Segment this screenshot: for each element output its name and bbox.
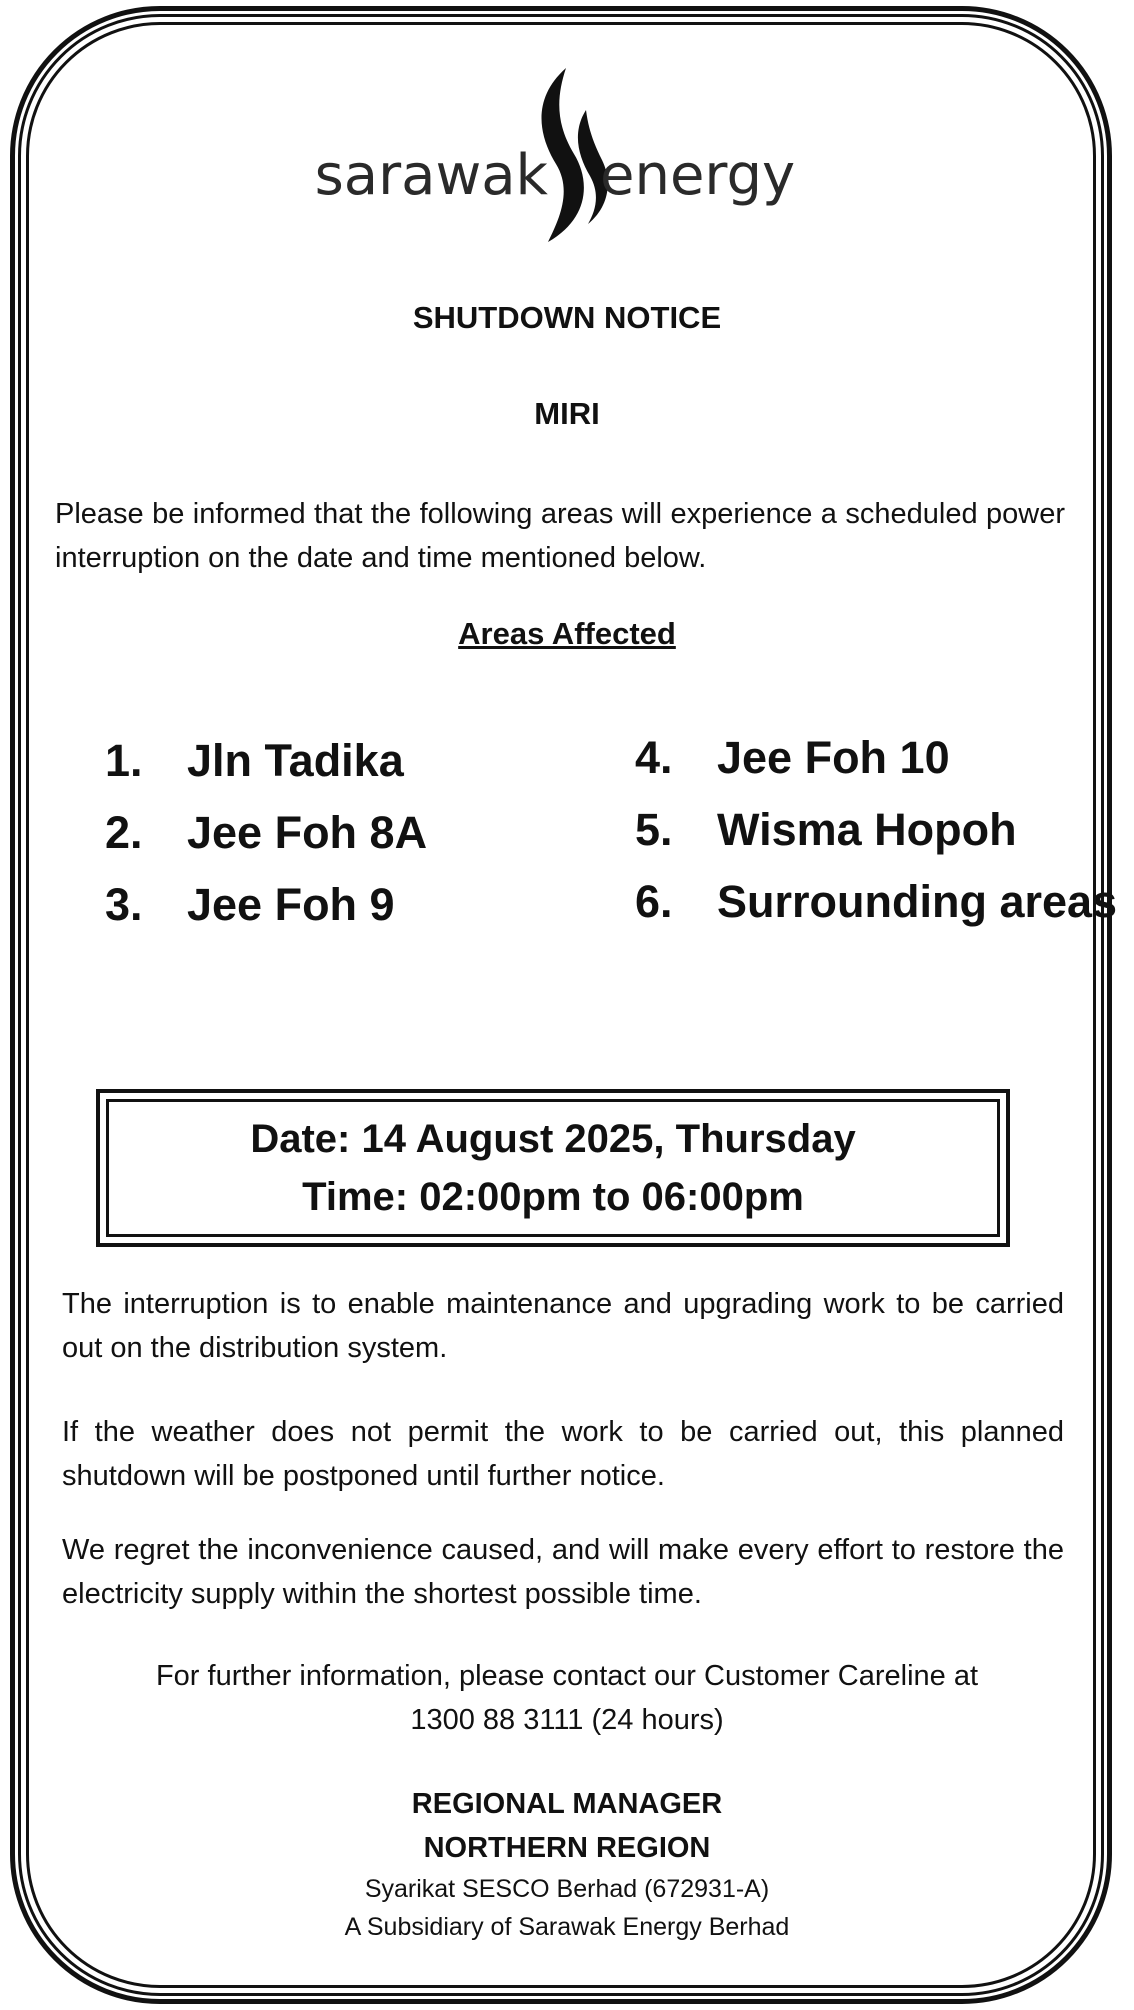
area-name: Jln Tadika <box>187 735 404 786</box>
areas-list-right <box>635 722 1117 938</box>
list-item <box>635 794 1117 866</box>
contact-line: For further information, please contact our Customer Careline at <box>155 1660 979 1692</box>
sarawak-energy-logo <box>0 60 1134 250</box>
list-item <box>105 869 427 941</box>
reason-paragraph: The interruption is to enable maintenance and upgrading work to be carried out on the distribution system. <box>62 1288 1064 1364</box>
area-number: 6. <box>635 876 673 927</box>
area-name: Jee Foh 8A <box>187 807 428 858</box>
parent-company: A Subsidiary of Sarawak Energy Berhad <box>344 1913 790 1941</box>
signature-block <box>0 1782 1134 1946</box>
area-name: Jee Foh 10 <box>717 732 950 783</box>
intro-paragraph: Please be informed that the following areas will experience a scheduled power interruption on the date and time mentioned below. <box>55 498 1065 574</box>
contact-info <box>0 1654 1134 1742</box>
date-time-box <box>96 1089 1010 1247</box>
weather-paragraph: If the weather does not permit the work to be carried out, this planned shutdown will be postponed until further notice. <box>62 1416 1064 1492</box>
area-number: 4. <box>635 732 673 783</box>
logo-word-right: energy <box>600 143 796 208</box>
list-item <box>635 722 1117 794</box>
list-item <box>105 725 427 797</box>
area-number: 3. <box>105 879 143 930</box>
region-name: MIRI <box>534 396 600 431</box>
careline-number: 1300 88 3111 (24 hours) <box>410 1704 724 1736</box>
list-item <box>635 866 1117 938</box>
logo-word-left: sarawak <box>314 143 548 208</box>
shutdown-time: Time: 02:00pm to 06:00pm <box>302 1175 804 1219</box>
area-name: Surrounding areas <box>717 876 1118 927</box>
signatory-region: NORTHERN REGION <box>423 1832 711 1864</box>
area-name: Wisma Hopoh <box>717 804 1017 855</box>
company-name: Syarikat SESCO Berhad (672931-A) <box>364 1875 770 1903</box>
notice-title: SHUTDOWN NOTICE <box>412 300 722 335</box>
area-number: 2. <box>105 807 143 858</box>
date-time-box-inner <box>106 1099 1000 1237</box>
area-number: 5. <box>635 804 673 855</box>
signatory-title: REGIONAL MANAGER <box>411 1788 723 1820</box>
areas-list-left <box>105 725 427 941</box>
area-number: 1. <box>105 735 143 786</box>
list-item <box>105 797 427 869</box>
regret-paragraph: We regret the inconvenience caused, and will make every effort to restore the electricity supply within the shortest possible time. <box>62 1534 1064 1610</box>
area-name: Jee Foh 9 <box>187 879 395 930</box>
areas-affected-heading: Areas Affected <box>458 616 676 651</box>
flame-icon <box>542 68 608 242</box>
shutdown-date: Date: 14 August 2025, Thursday <box>250 1117 856 1161</box>
